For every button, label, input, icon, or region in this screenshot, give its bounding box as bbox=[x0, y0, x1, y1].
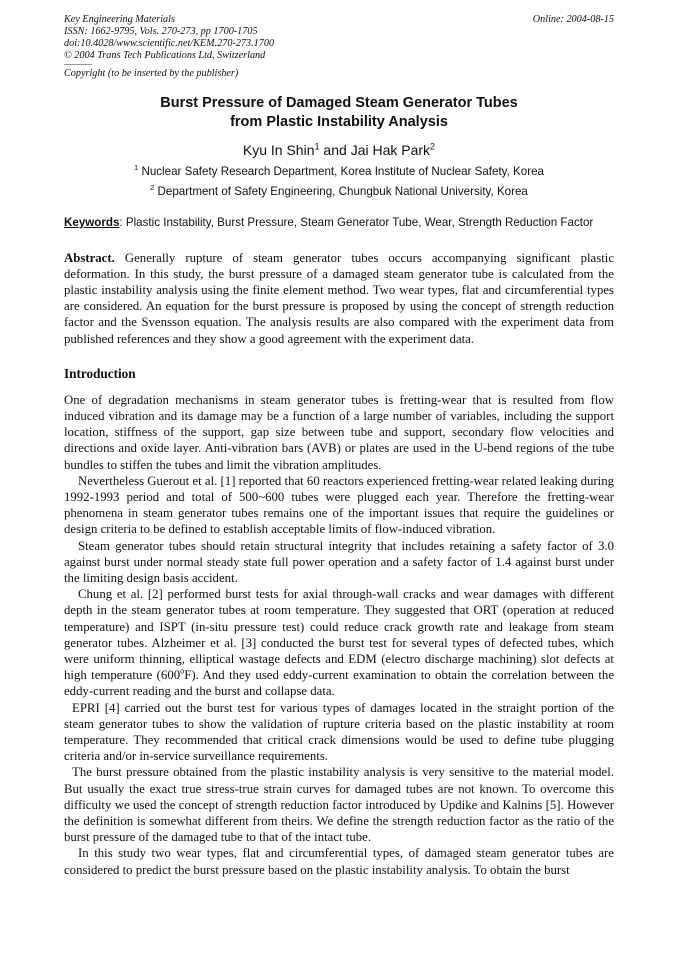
intro-paragraph-4-part-b: F). And they used eddy-current examination to obtain the correlation between the eddy-current reading and the burst and collapse data. bbox=[64, 668, 614, 699]
journal-header bbox=[64, 14, 614, 80]
affiliation-1-mark: 1 bbox=[134, 163, 139, 173]
online-date: Online: 2004-08-15 bbox=[532, 14, 614, 25]
degree-mark: o bbox=[180, 666, 185, 676]
title-line-1: Burst Pressure of Damaged Steam Generator Tubes bbox=[160, 95, 518, 111]
keywords-colon: : bbox=[119, 216, 123, 229]
intro-paragraph-1: One of degradation mechanisms in steam generator tubes is fretting-wear that is resulted from flow induced vibration and its damage may be a function of a large number of variables, including the support location, stiffness of the support, gap size between tube and support, secondary flow velocities and directions and oxide layer. Anti-vibration bars (AVB) or plates are used in the U-bend regions of the tube bundles to stiffen the tubes and limit the vibration amplitudes. bbox=[64, 392, 614, 472]
intro-paragraph-7: In this study two wear types, flat and circumferential types, of damaged steam generator tubes are considered to predict the burst pressure based on the plastic instability analysis. To obtain the burst bbox=[64, 846, 614, 877]
author-conjunction: and bbox=[319, 142, 351, 158]
intro-paragraph-5: EPRI [4] carried out the burst test for various types of damages located in the straight portion of the steam generator tubes to show the validation of rupture criteria based on the plastic instability at room temperature. They recommended that critical crack dimensions would be used to define tube plugging criteria and/or in-service surveillance requirements. bbox=[64, 700, 614, 764]
author-1: Kyu In Shin bbox=[242, 142, 315, 158]
paper-title bbox=[64, 94, 614, 132]
affiliation-2 bbox=[64, 184, 614, 199]
title-line-2: from Plastic Instability Analysis bbox=[230, 114, 448, 130]
section-heading-introduction: Introduction bbox=[64, 365, 136, 381]
abstract bbox=[64, 250, 614, 347]
paper-page bbox=[64, 14, 614, 878]
author-2-affil-mark: 2 bbox=[430, 141, 436, 152]
intro-paragraph-4 bbox=[64, 586, 614, 699]
keywords bbox=[64, 216, 614, 231]
intro-paragraph-3: Steam generator tubes should retain structural integrity that includes retaining a safety factor of 3.0 against burst under normal steady state full power operation and a safety factor of 1.4 against burst under the limiting design basis accident. bbox=[64, 538, 614, 585]
intro-paragraph-6: The burst pressure obtained from the plastic instability analysis is very sensitive to the material model. But usually the exact true stress-true strain curves for damaged tubes are not known. To overcome this difficulty we used the concept of strength reduction factor introduced by Updike and Kalnins [5]. However the definition is somewhat different from theirs. We define the strength reduction factor as the ratio of the burst pressure of the damaged tube to that of the intact tube. bbox=[64, 765, 614, 845]
keywords-label: Keywords bbox=[64, 216, 120, 229]
journal-name: Key Engineering Materials bbox=[64, 14, 175, 25]
intro-paragraph-4-part-a: Chung et al. [2] performed burst tests for axial through-wall cracks and wear damages with different depth in the steam generator tubes at room temperature. They suggested that ORT (operation at reduced temperature) and ISPT (in-situ pressure test) could reduce crack growth rate and leakage from steam generator tubes. Alzheimer et al. [3] conducted the burst test for several types of defected tubes, which were uniform thinning, elliptical wastage defects and EDM (electro discharge machining) slot defects at high temperature (600 bbox=[64, 587, 614, 683]
doi-line: doi:10.4028/www.scientific.net/KEM.270-273.1700 bbox=[64, 38, 275, 49]
affiliation-1-text: Nuclear Safety Research Department, Korea Institute of Nuclear Safety, Korea bbox=[138, 165, 544, 178]
affiliation-2-text: Department of Safety Engineering, Chungbuk National University, Korea bbox=[154, 185, 528, 198]
author-1-affil-mark: 1 bbox=[314, 141, 320, 152]
affiliation-2-mark: 2 bbox=[150, 183, 155, 193]
author-2: Jai Hak Park bbox=[350, 142, 431, 158]
affiliation-1 bbox=[64, 164, 614, 179]
author-list bbox=[64, 141, 614, 159]
publisher-line: © 2004 Trans Tech Publications Ltd, Switzerland bbox=[64, 50, 266, 61]
intro-paragraph-2: Nevertheless Guerout et al. [1] reported that 60 reactors experienced fretting-wear related leaking during 1992-1993 period and total of 500~600 tubes were plugged each year. Therefore the fretting-wear phenomena in steam generator tubes remains one of the important issues that require the guidelines or design criteria to be defined to establish acceptable limits of flow-induced vibration. bbox=[64, 473, 614, 537]
keywords-text: Plastic Instability, Burst Pressure, Steam Generator Tube, Wear, Strength Reduction Factor bbox=[122, 216, 594, 229]
abstract-label: Abstract. bbox=[64, 250, 115, 265]
issn-line: ISSN: 1662-9795, Vols. 270-273, pp 1700-1705 bbox=[64, 26, 258, 37]
copyright-line: Copyright (to be inserted by the publisher) bbox=[64, 68, 614, 80]
abstract-text: Generally rupture of steam generator tubes occurs accompanying significant plastic deformation. In this study, the burst pressure of a damaged steam generator tube is calculated from the plastic instability analysis using the finite element method. Two wear types, flat and circumferential types are considered. An equation for the burst pressure is proposed by using the concept of strength reduction factor and the Svensson equation. The analysis results are also compared with the experiment data from published references and they show a good agreement with the experiment data. bbox=[64, 250, 614, 346]
